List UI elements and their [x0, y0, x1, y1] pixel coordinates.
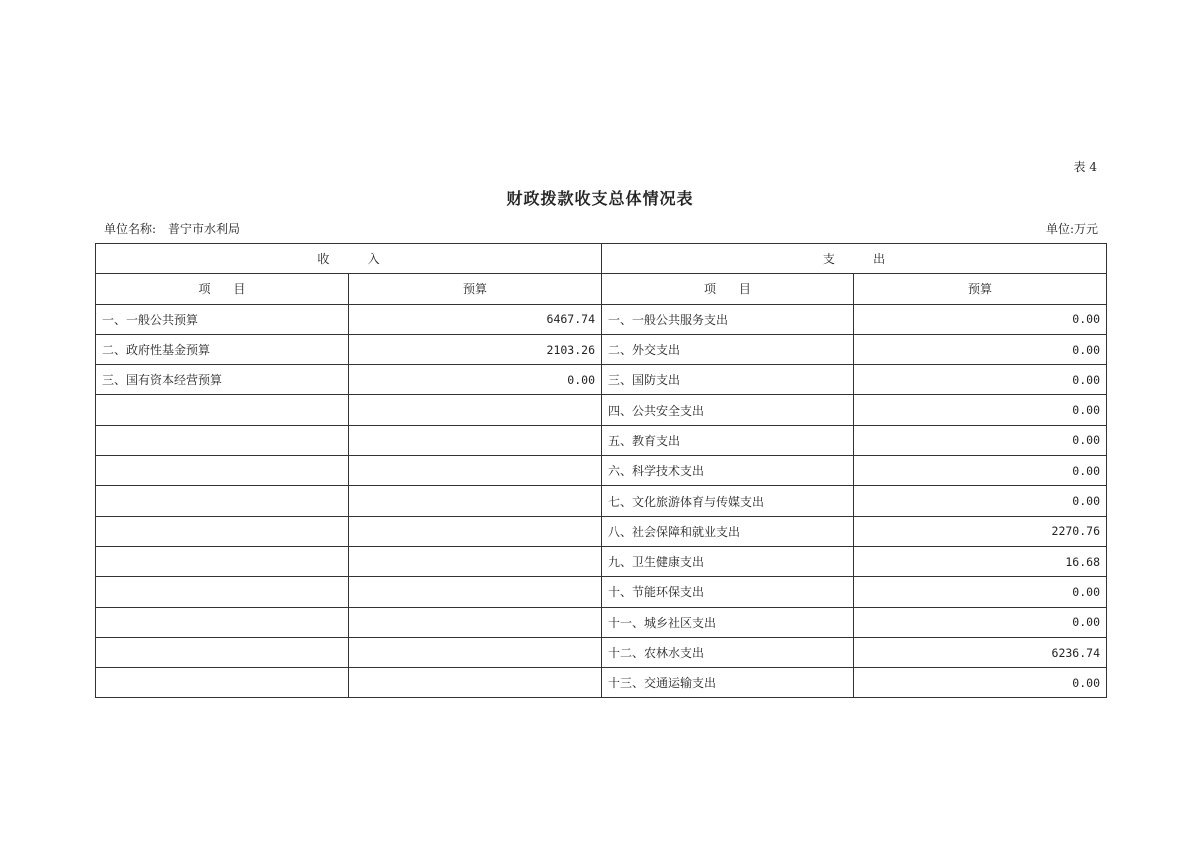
expense-item-cell: 九、卫生健康支出 — [602, 546, 854, 576]
income-amount-cell — [349, 395, 602, 425]
table-row — [96, 365, 1107, 395]
income-amount-cell — [349, 546, 602, 576]
income-item-cell: 三、国有资本经营预算 — [96, 365, 349, 395]
expense-amount-cell: 16.68 — [854, 546, 1107, 576]
income-item-cell — [96, 456, 349, 486]
table-row — [96, 334, 1107, 364]
expense-amount-cell: 0.00 — [854, 425, 1107, 455]
income-section-header: 收 入 — [96, 244, 602, 274]
expense-amount-cell: 0.00 — [854, 365, 1107, 395]
income-item-cell — [96, 577, 349, 607]
expense-item-cell: 六、科学技术支出 — [602, 456, 854, 486]
table-row — [96, 516, 1107, 546]
expense-item-cell: 十三、交通运输支出 — [602, 668, 854, 698]
income-amount-cell — [349, 486, 602, 516]
expense-amount-cell: 0.00 — [854, 607, 1107, 637]
income-item-cell — [96, 668, 349, 698]
income-amount-cell: 6467.74 — [349, 304, 602, 334]
income-item-cell — [96, 486, 349, 516]
unit-name-value: 普宁市水利局 — [168, 222, 241, 236]
expense-item-cell: 八、社会保障和就业支出 — [602, 516, 854, 546]
header-row-columns — [96, 274, 1107, 304]
expense-item-cell: 二、外交支出 — [602, 334, 854, 364]
income-item-cell — [96, 516, 349, 546]
table-row — [96, 456, 1107, 486]
table-row — [96, 486, 1107, 516]
income-item-cell — [96, 607, 349, 637]
expense-item-cell: 十、节能环保支出 — [602, 577, 854, 607]
income-item-cell — [96, 546, 349, 576]
income-item-cell: 二、政府性基金预算 — [96, 334, 349, 364]
budget-table — [95, 243, 1107, 698]
expense-item-cell: 十一、城乡社区支出 — [602, 607, 854, 637]
table-row — [96, 607, 1107, 637]
expense-item-cell: 一、一般公共服务支出 — [602, 304, 854, 334]
table-row — [96, 637, 1107, 667]
expense-amount-cell: 6236.74 — [854, 637, 1107, 667]
expense-item-cell: 十二、农林水支出 — [602, 637, 854, 667]
table-row — [96, 546, 1107, 576]
currency-unit: 单位:万元 — [1045, 222, 1098, 236]
unit-name — [104, 220, 240, 237]
expense-amount-cell: 0.00 — [854, 334, 1107, 364]
income-amount-cell — [349, 456, 602, 486]
income-item-header: 项 目 — [96, 274, 349, 304]
income-amount-cell — [349, 516, 602, 546]
income-item-cell: 一、一般公共预算 — [96, 304, 349, 334]
expense-amount-cell: 0.00 — [854, 577, 1107, 607]
expense-amount-cell: 0.00 — [854, 395, 1107, 425]
expense-item-header: 项 目 — [602, 274, 854, 304]
header-row-sections — [96, 244, 1107, 274]
expense-item-cell: 四、公共安全支出 — [602, 395, 854, 425]
table-row — [96, 425, 1107, 455]
expense-item-cell: 五、教育支出 — [602, 425, 854, 455]
page-title: 财政拨款收支总体情况表 — [506, 189, 694, 208]
expense-item-cell: 七、文化旅游体育与传媒支出 — [602, 486, 854, 516]
table-row — [96, 668, 1107, 698]
expense-amount-cell: 0.00 — [854, 456, 1107, 486]
income-item-cell — [96, 395, 349, 425]
income-amount-cell: 0.00 — [349, 365, 602, 395]
income-amount-cell: 2103.26 — [349, 334, 602, 364]
expense-item-cell: 三、国防支出 — [602, 365, 854, 395]
table-row — [96, 577, 1107, 607]
income-budget-header: 预算 — [349, 274, 602, 304]
expense-amount-cell: 0.00 — [854, 668, 1107, 698]
income-amount-cell — [349, 637, 602, 667]
expense-budget-header: 预算 — [854, 274, 1107, 304]
table-row — [96, 395, 1107, 425]
income-item-cell — [96, 637, 349, 667]
expense-amount-cell: 2270.76 — [854, 516, 1107, 546]
income-amount-cell — [349, 425, 602, 455]
table-number: 表 4 — [1073, 160, 1097, 174]
income-amount-cell — [349, 668, 602, 698]
income-amount-cell — [349, 577, 602, 607]
income-item-cell — [96, 425, 349, 455]
expense-amount-cell: 0.00 — [854, 304, 1107, 334]
unit-name-label: 单位名称: — [104, 222, 157, 236]
expense-amount-cell: 0.00 — [854, 486, 1107, 516]
expense-section-header: 支 出 — [602, 244, 1107, 274]
table-row — [96, 304, 1107, 334]
income-amount-cell — [349, 607, 602, 637]
